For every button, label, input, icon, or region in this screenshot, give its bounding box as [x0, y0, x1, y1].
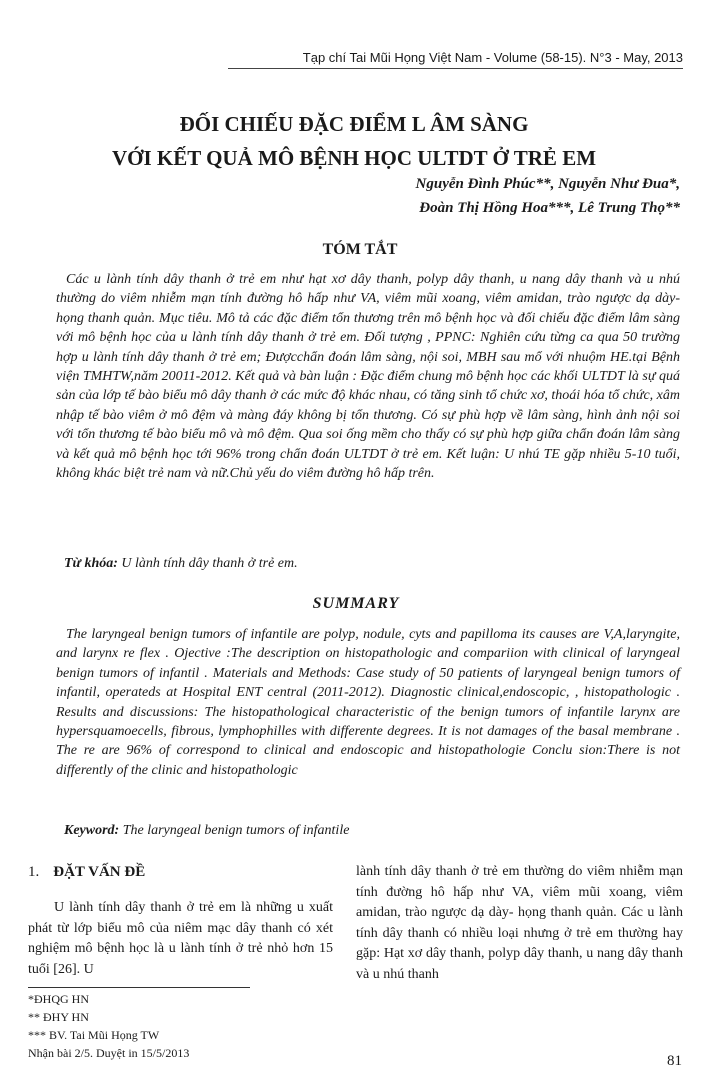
authors-line2: Đoàn Thị Hồng Hoa***, Lê Trung Thọ**	[419, 200, 680, 216]
abstract-vi-heading: TÓM TẮT	[322, 241, 398, 258]
abstract-vi-body: Các u lành tính dây thanh ở trẻ em như hạt xơ dây thanh, polyp dây thanh, u nang dây thanh và u nhú thường do viêm nhiễm mạn tính đường hô hấp như VA, viêm mũi xoang, viêm amidan, trào ngược dạ dày- họng thanh quản. Mục tiêu. Mô tả các đặc điểm tổn thương trên mô bệnh học và đối chiếu đặc điểm lâm sàng với mô bệnh học của u lành tính dây thanh ở trẻ em. Đối tượng , PPNC: Nghiên cứu từng ca qua 50 trường hợp u lành tính dây thanh ở trẻ em; Đượcchẩn đoán lâm sàng, nội soi, MBH sau mổ với nhuộm HE.tại Bệnh viện TMHTW,năm 20011-2012. Kết quả và bàn luận : Đặc điểm chung mô bệnh học các khối ULTDT là sự quá sản của lớp tế bào biểu mô dây thanh ở các mức độ khác nhau, có tăng sinh tổ chức xơ, thoái hóa tổ chức, xâm nhập tế bào viêm ở mô đệm và màng đáy không bị tổn thương. Có sự phù hợp về lâm sàng, hình ảnh nội soi với tổn thương tế bào biểu mô và mô đệm. Qua soi ống mềm cho thấy có sự phù hợp giữa chẩn đoán lâm sàng và kết quả mô bệnh học tới 96% trong chẩn đoán ULTDT ở trẻ em. Kết luận: U nhú TE gặp nhiều 5-10 tuổi, không khác biệt trẻ nam và nữ.Chủ yếu do viêm đường hô hấp trên.	[56, 272, 680, 482]
footnote-1: *ĐHQG HN	[28, 992, 89, 1006]
header-rule	[228, 68, 683, 69]
section1-heading	[28, 864, 145, 881]
article-title-line2: VỚI KẾT QUẢ MÔ BỆNH HỌC ULTDT Ở TRẺ EM	[111, 146, 597, 170]
footnote-4: Nhận bài 2/5. Duyệt in 15/5/2013	[28, 1046, 190, 1060]
keywords-en-text: The laryngeal benign tumors of infantile	[122, 823, 350, 838]
running-header: Tạp chí Tai Mũi Họng Việt Nam - Volume (58-15). N°3 - May, 2013	[302, 50, 683, 65]
page-number: 81	[667, 1053, 682, 1069]
keywords-vi	[64, 556, 298, 572]
abstract-en-heading: SUMMARY	[312, 595, 400, 612]
keywords-en-label: Keyword:	[64, 823, 120, 838]
footnote-3: *** BV. Tai Mũi Họng TW	[28, 1028, 160, 1042]
article-title-line1: ĐỐI CHIẾU ĐẶC ĐIỂM L ÂM SÀNG	[179, 112, 529, 136]
authors-line1: Nguyễn Đình Phúc**, Nguyễn Như Đua*,	[415, 176, 680, 192]
keywords-vi-label: Từ khóa:	[64, 556, 118, 571]
keywords-vi-text: U lành tính dây thanh ở trẻ em.	[121, 556, 298, 571]
section1-title: ĐẶT VẤN ĐỀ	[53, 864, 146, 880]
section1-number: 1.	[28, 864, 40, 880]
keywords-en	[64, 823, 349, 839]
footnote-rule	[28, 987, 250, 988]
footnote-2: ** ĐHY HN	[28, 1010, 89, 1024]
section1-right-column: lành tính dây thanh ở trẻ em thường do viêm nhiễm mạn tính đường hô hấp như VA, viêm mũi xoang, viêm amidan, trào ngược dạ dày- họng thanh quản. Các u lành tính dây thanh có nhiều loại nhưng ở trẻ em thường hay gặp: Hạt xơ dây thanh, polyp dây thanh, u nang dây thanh và u nhú thanh	[356, 864, 683, 982]
section1-left-column: U lành tính dây thanh ở trẻ em là những u xuất phát từ lớp biểu mô của niêm mạc dây thanh có xét nghiệm mô bệnh học là u lành tính ở trẻ nhỏ hơn 15 tuổi [26]. U	[28, 900, 333, 977]
abstract-en-body: The laryngeal benign tumors of infantile are polyp, nodule, cyts and papilloma its causes are V,A,laryngite, and larynx re flex . Ojective :The description on histopathologic and compariion with clinical of laryngeal benign tumors of infantil . Materials and Methods: Case study of 50 patients of laryngeal benign tumors of infantil, operateds at Hospital ENT central (2011-2012). Diagnostic clinical,endoscopic, , histopathologic . Results and discussions: The histopathological characteristic of the benign tumors of infantile larynx are hypersquamoecells, fibrous, lymphophilles with differente degrees. It is not damages of the basal membrane . The re are 96% of correspond to clinical and endoscopic and histopathologie Conclu sion:There is not differently of the clinic and histopathologic	[56, 627, 680, 778]
